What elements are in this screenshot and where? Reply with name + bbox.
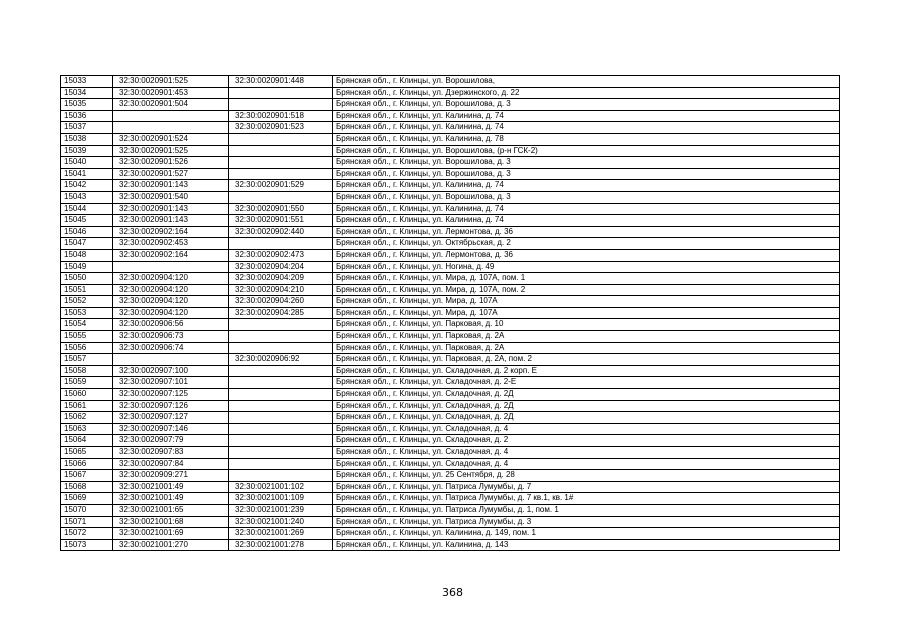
parcel-number-cell: 32:30:0020907:83 (113, 447, 229, 459)
object-number-cell (229, 389, 333, 401)
row-number-cell: 15048 (61, 249, 113, 261)
address-cell: Брянская обл., г. Клинцы, ул. Калинина, д. 143 (333, 539, 840, 551)
object-number-cell (229, 157, 333, 169)
parcel-number-cell: 32:30:0020901:524 (113, 133, 229, 145)
address-cell: Брянская обл., г. Клинцы, ул. Октябрьская, д. 2 (333, 238, 840, 250)
object-number-cell (229, 145, 333, 157)
address-cell: Брянская обл., г. Клинцы, ул. Калинина, д. 74 (333, 203, 840, 215)
address-cell: Брянская обл., г. Клинцы, ул. Складочная, д. 2Д (333, 389, 840, 401)
object-number-cell: 32:30:0020902:440 (229, 226, 333, 238)
table-row (61, 319, 840, 331)
parcel-number-cell: 32:30:0021001:68 (113, 516, 229, 528)
table-row (61, 296, 840, 308)
parcel-number-cell: 32:30:0020901:143 (113, 180, 229, 192)
table-row (61, 470, 840, 482)
parcel-number-cell: 32:30:0020901:525 (113, 76, 229, 88)
table-row (61, 481, 840, 493)
object-number-cell (229, 423, 333, 435)
table-row (61, 504, 840, 516)
object-number-cell: 32:30:0020901:529 (229, 180, 333, 192)
address-cell: Брянская обл., г. Клинцы, ул. Патриса Лумумбы, д. 7 кв.1, кв. 1# (333, 493, 840, 505)
row-number-cell: 15049 (61, 261, 113, 273)
address-cell: Брянская обл., г. Клинцы, ул. Складочная, д. 2-Е (333, 377, 840, 389)
object-number-cell: 32:30:0020906:92 (229, 354, 333, 366)
parcel-number-cell: 32:30:0020907:79 (113, 435, 229, 447)
object-number-cell: 32:30:0021001:239 (229, 504, 333, 516)
page-number: 368 (442, 586, 463, 599)
table-row (61, 423, 840, 435)
parcel-number-cell: 32:30:0020904:120 (113, 307, 229, 319)
address-cell: Брянская обл., г. Клинцы, ул. Мира, д. 107А (333, 307, 840, 319)
address-cell: Брянская обл., г. Клинцы, ул. Парковая, д. 2А (333, 342, 840, 354)
object-number-cell: 32:30:0021001:269 (229, 528, 333, 540)
row-number-cell: 15063 (61, 423, 113, 435)
object-number-cell: 32:30:0020904:285 (229, 307, 333, 319)
table-row (61, 435, 840, 447)
row-number-cell: 15034 (61, 87, 113, 99)
address-cell: Брянская обл., г. Клинцы, ул. Ворошилова, д. 3 (333, 191, 840, 203)
table-row (61, 516, 840, 528)
row-number-cell: 15056 (61, 342, 113, 354)
row-number-cell: 15058 (61, 365, 113, 377)
row-number-cell: 15059 (61, 377, 113, 389)
table-row (61, 226, 840, 238)
parcel-number-cell: 32:30:0020901:453 (113, 87, 229, 99)
object-number-cell (229, 458, 333, 470)
parcel-number-cell: 32:30:0020901:525 (113, 145, 229, 157)
table-row (61, 191, 840, 203)
row-number-cell: 15051 (61, 284, 113, 296)
row-number-cell: 15042 (61, 180, 113, 192)
object-number-cell: 32:30:0020904:260 (229, 296, 333, 308)
object-number-cell: 32:30:0020901:523 (229, 122, 333, 134)
row-number-cell: 15033 (61, 76, 113, 88)
row-number-cell: 15062 (61, 412, 113, 424)
row-number-cell: 15065 (61, 447, 113, 459)
object-number-cell (229, 447, 333, 459)
parcel-number-cell: 32:30:0020902:453 (113, 238, 229, 250)
address-cell: Брянская обл., г. Клинцы, ул. Складочная, д. 2Д (333, 412, 840, 424)
parcel-number-cell: 32:30:0021001:69 (113, 528, 229, 540)
parcel-number-cell: 32:30:0020907:84 (113, 458, 229, 470)
object-number-cell: 32:30:0021001:102 (229, 481, 333, 493)
table-row (61, 412, 840, 424)
table-row (61, 354, 840, 366)
address-cell: Брянская обл., г. Клинцы, ул. Лермонтова, д. 36 (333, 226, 840, 238)
address-cell: Брянская обл., г. Клинцы, ул. Мира, д. 107А, пом. 2 (333, 284, 840, 296)
object-number-cell (229, 365, 333, 377)
address-cell: Брянская обл., г. Клинцы, ул. Парковая, д. 10 (333, 319, 840, 331)
table-row (61, 493, 840, 505)
address-cell: Брянская обл., г. Клинцы, ул. Мира, д. 107А (333, 296, 840, 308)
object-number-cell (229, 99, 333, 111)
parcel-number-cell (113, 261, 229, 273)
table-row (61, 389, 840, 401)
parcel-number-cell: 32:30:0020901:143 (113, 203, 229, 215)
parcel-number-cell: 32:30:0021001:49 (113, 481, 229, 493)
address-cell: Брянская обл., г. Клинцы, ул. Патриса Лумумбы, д. 3 (333, 516, 840, 528)
row-number-cell: 15037 (61, 122, 113, 134)
object-number-cell (229, 377, 333, 389)
parcel-number-cell (113, 122, 229, 134)
address-cell: Брянская обл., г. Клинцы, ул. Ворошилова, д. 3 (333, 168, 840, 180)
parcel-number-cell: 32:30:0020904:120 (113, 273, 229, 285)
parcel-number-cell: 32:30:0020904:120 (113, 284, 229, 296)
parcel-number-cell: 32:30:0020906:56 (113, 319, 229, 331)
table-row (61, 110, 840, 122)
address-cell: Брянская обл., г. Клинцы, ул. Мира, д. 107А, пом. 1 (333, 273, 840, 285)
address-cell: Брянская обл., г. Клинцы, ул. Ворошилова, (333, 76, 840, 88)
row-number-cell: 15050 (61, 273, 113, 285)
address-cell: Брянская обл., г. Клинцы, ул. Парковая, д. 2А (333, 331, 840, 343)
table-row (61, 87, 840, 99)
registry-table-body (61, 76, 840, 551)
table-row (61, 99, 840, 111)
row-number-cell: 15040 (61, 157, 113, 169)
parcel-number-cell: 32:30:0020904:120 (113, 296, 229, 308)
parcel-number-cell (113, 354, 229, 366)
row-number-cell: 15038 (61, 133, 113, 145)
row-number-cell: 15061 (61, 400, 113, 412)
parcel-number-cell (113, 110, 229, 122)
table-row (61, 342, 840, 354)
row-number-cell: 15043 (61, 191, 113, 203)
row-number-cell: 15036 (61, 110, 113, 122)
object-number-cell (229, 412, 333, 424)
parcel-number-cell: 32:30:0020907:101 (113, 377, 229, 389)
object-number-cell: 32:30:0020901:551 (229, 215, 333, 227)
object-number-cell (229, 470, 333, 482)
parcel-number-cell: 32:30:0020906:74 (113, 342, 229, 354)
address-cell: Брянская обл., г. Клинцы, ул. Парковая, д. 2А, пом. 2 (333, 354, 840, 366)
table-row (61, 180, 840, 192)
table-row (61, 284, 840, 296)
address-cell: Брянская обл., г. Клинцы, ул. Дзержинского, д. 22 (333, 87, 840, 99)
object-number-cell: 32:30:0020904:209 (229, 273, 333, 285)
table-row (61, 273, 840, 285)
table-row (61, 249, 840, 261)
row-number-cell: 15066 (61, 458, 113, 470)
parcel-number-cell: 32:30:0021001:270 (113, 539, 229, 551)
table-row (61, 458, 840, 470)
table-row (61, 307, 840, 319)
row-number-cell: 15053 (61, 307, 113, 319)
row-number-cell: 15041 (61, 168, 113, 180)
address-cell: Брянская обл., г. Клинцы, ул. Калинина, д. 78 (333, 133, 840, 145)
parcel-number-cell: 32:30:0021001:49 (113, 493, 229, 505)
table-row (61, 528, 840, 540)
table-row (61, 145, 840, 157)
table-row (61, 215, 840, 227)
object-number-cell (229, 191, 333, 203)
object-number-cell (229, 435, 333, 447)
address-cell: Брянская обл., г. Клинцы, ул. Складочная, д. 4 (333, 458, 840, 470)
row-number-cell: 15039 (61, 145, 113, 157)
address-cell: Брянская обл., г. Клинцы, ул. Лермонтова, д. 36 (333, 249, 840, 261)
row-number-cell: 15035 (61, 99, 113, 111)
row-number-cell: 15057 (61, 354, 113, 366)
table-row (61, 377, 840, 389)
table-row (61, 157, 840, 169)
address-cell: Брянская обл., г. Клинцы, ул. Патриса Лумумбы, д. 7 (333, 481, 840, 493)
parcel-number-cell: 32:30:0020907:127 (113, 412, 229, 424)
row-number-cell: 15073 (61, 539, 113, 551)
row-number-cell: 15070 (61, 504, 113, 516)
object-number-cell (229, 87, 333, 99)
row-number-cell: 15055 (61, 331, 113, 343)
object-number-cell: 32:30:0020902:473 (229, 249, 333, 261)
parcel-number-cell: 32:30:0020901:527 (113, 168, 229, 180)
row-number-cell: 15064 (61, 435, 113, 447)
address-cell: Брянская обл., г. Клинцы, ул. Складочная, д. 4 (333, 447, 840, 459)
object-number-cell (229, 400, 333, 412)
object-number-cell: 32:30:0020901:518 (229, 110, 333, 122)
registry-table (60, 75, 840, 551)
address-cell: Брянская обл., г. Клинцы, ул. 25 Сентября, д. 28 (333, 470, 840, 482)
table-row (61, 76, 840, 88)
parcel-number-cell: 32:30:0020901:526 (113, 157, 229, 169)
row-number-cell: 15046 (61, 226, 113, 238)
address-cell: Брянская обл., г. Клинцы, ул. Калинина, д. 74 (333, 110, 840, 122)
address-cell: Брянская обл., г. Клинцы, ул. Складочная, д. 2 (333, 435, 840, 447)
object-number-cell: 32:30:0021001:109 (229, 493, 333, 505)
table-row (61, 447, 840, 459)
address-cell: Брянская обл., г. Клинцы, ул. Ворошилова, (р-н ГСК-2) (333, 145, 840, 157)
parcel-number-cell: 32:30:0020902:164 (113, 249, 229, 261)
table-row (61, 133, 840, 145)
object-number-cell: 32:30:0020901:448 (229, 76, 333, 88)
object-number-cell: 32:30:0020904:210 (229, 284, 333, 296)
object-number-cell: 32:30:0020901:550 (229, 203, 333, 215)
object-number-cell: 32:30:0021001:240 (229, 516, 333, 528)
address-cell: Брянская обл., г. Клинцы, ул. Ногина, д. 49 (333, 261, 840, 273)
object-number-cell: 32:30:0021001:278 (229, 539, 333, 551)
address-cell: Брянская обл., г. Клинцы, ул. Складочная, д. 2 корп. Е (333, 365, 840, 377)
row-number-cell: 15054 (61, 319, 113, 331)
parcel-number-cell: 32:30:0021001:65 (113, 504, 229, 516)
row-number-cell: 15045 (61, 215, 113, 227)
object-number-cell (229, 319, 333, 331)
address-cell: Брянская обл., г. Клинцы, ул. Калинина, д. 149, пом. 1 (333, 528, 840, 540)
parcel-number-cell: 32:30:0020907:100 (113, 365, 229, 377)
table-row (61, 122, 840, 134)
object-number-cell: 32:30:0020904:204 (229, 261, 333, 273)
address-cell: Брянская обл., г. Клинцы, ул. Ворошилова, д. 3 (333, 157, 840, 169)
row-number-cell: 15067 (61, 470, 113, 482)
object-number-cell (229, 331, 333, 343)
row-number-cell: 15068 (61, 481, 113, 493)
object-number-cell (229, 342, 333, 354)
parcel-number-cell: 32:30:0020901:540 (113, 191, 229, 203)
parcel-number-cell: 32:30:0020907:126 (113, 400, 229, 412)
table-row (61, 238, 840, 250)
parcel-number-cell: 32:30:0020902:164 (113, 226, 229, 238)
parcel-number-cell: 32:30:0020909:271 (113, 470, 229, 482)
address-cell: Брянская обл., г. Клинцы, ул. Калинина, д. 74 (333, 180, 840, 192)
address-cell: Брянская обл., г. Клинцы, ул. Складочная, д. 4 (333, 423, 840, 435)
row-number-cell: 15071 (61, 516, 113, 528)
object-number-cell (229, 133, 333, 145)
table-row (61, 365, 840, 377)
parcel-number-cell: 32:30:0020906:73 (113, 331, 229, 343)
table-row (61, 331, 840, 343)
table-row (61, 168, 840, 180)
object-number-cell (229, 168, 333, 180)
address-cell: Брянская обл., г. Клинцы, ул. Калинина, д. 74 (333, 122, 840, 134)
table-row (61, 400, 840, 412)
parcel-number-cell: 32:30:0020907:146 (113, 423, 229, 435)
address-cell: Брянская обл., г. Клинцы, ул. Складочная, д. 2Д (333, 400, 840, 412)
table-row (61, 539, 840, 551)
parcel-number-cell: 32:30:0020907:125 (113, 389, 229, 401)
row-number-cell: 15047 (61, 238, 113, 250)
row-number-cell: 15069 (61, 493, 113, 505)
row-number-cell: 15072 (61, 528, 113, 540)
address-cell: Брянская обл., г. Клинцы, ул. Ворошилова, д. 3 (333, 99, 840, 111)
row-number-cell: 15052 (61, 296, 113, 308)
address-cell: Брянская обл., г. Клинцы, ул. Патриса Лумумбы, д. 1, пом. 1 (333, 504, 840, 516)
table-row (61, 261, 840, 273)
parcel-number-cell: 32:30:0020901:143 (113, 215, 229, 227)
address-cell: Брянская обл., г. Клинцы, ул. Калинина, д. 74 (333, 215, 840, 227)
row-number-cell: 15044 (61, 203, 113, 215)
row-number-cell: 15060 (61, 389, 113, 401)
parcel-number-cell: 32:30:0020901:504 (113, 99, 229, 111)
object-number-cell (229, 238, 333, 250)
table-row (61, 203, 840, 215)
